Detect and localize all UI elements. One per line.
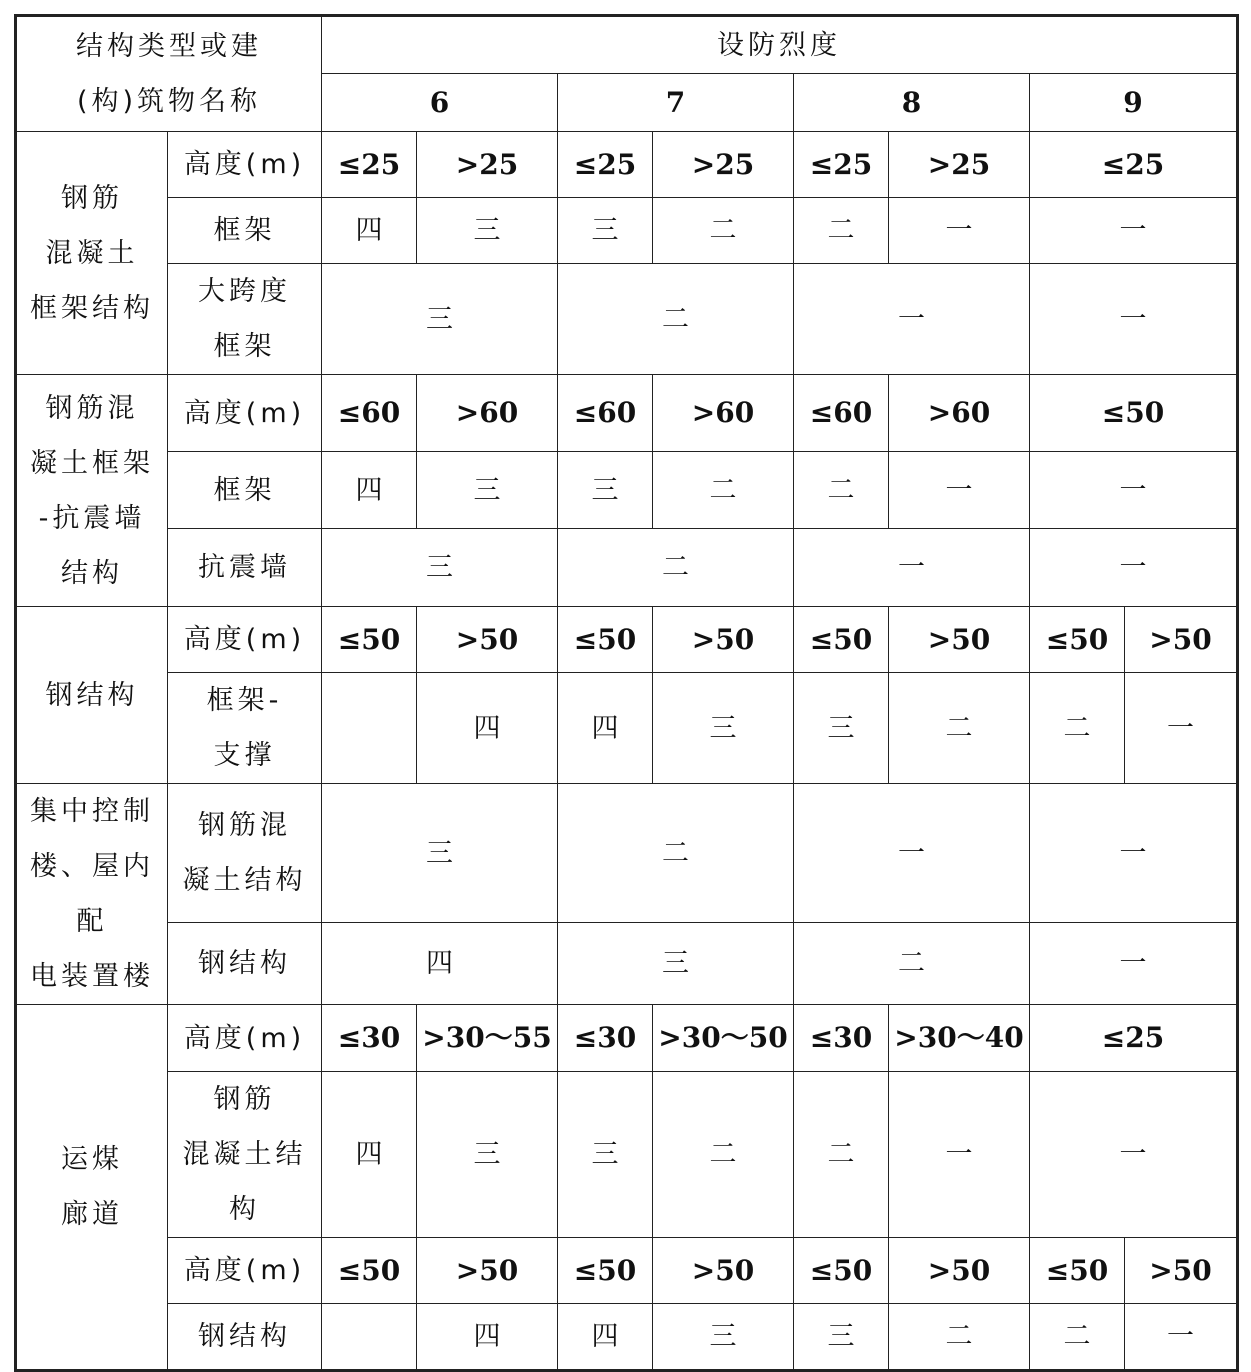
grade-cell: 一: [1030, 784, 1238, 923]
group-steel-structure: 钢结构: [16, 607, 168, 784]
intensity-6: 6: [322, 74, 558, 132]
grade-cell: [322, 673, 417, 784]
height-cell: >30～55: [417, 1005, 558, 1072]
grade-cell: 二: [794, 198, 889, 264]
header-intensity: 设防烈度: [322, 16, 1238, 74]
grade-cell: 三: [794, 673, 889, 784]
grade-cell: 三: [558, 1072, 653, 1238]
grade-cell: 四: [322, 452, 417, 529]
height-cell: >25: [889, 132, 1030, 198]
height-cell: ≤30: [558, 1005, 653, 1072]
grade-cell: 一: [1030, 923, 1238, 1005]
group-control-building: 集中控制 楼、屋内配 电装置楼: [16, 784, 168, 1005]
large-span-label: 大跨度 框架: [168, 264, 322, 375]
grade-cell: 一: [889, 452, 1030, 529]
height-cell: ≤50: [558, 607, 653, 673]
height-cell: >25: [653, 132, 794, 198]
height-cell: >60: [653, 375, 794, 452]
grade-cell: 三: [417, 452, 558, 529]
height-cell: ≤30: [322, 1005, 417, 1072]
grade-cell: 一: [1030, 264, 1238, 375]
height-cell: ≤25: [322, 132, 417, 198]
group-coal-gallery: 运煤 廊道: [16, 1005, 168, 1371]
grade-cell: 二: [653, 198, 794, 264]
height-label: 高度(m): [168, 375, 322, 452]
height-cell: >50: [653, 1238, 794, 1304]
grade-cell: 一: [1125, 1304, 1238, 1371]
height-cell: ≤25: [558, 132, 653, 198]
height-cell: ≤25: [1030, 1005, 1238, 1072]
height-cell: ≤50: [322, 1238, 417, 1304]
grade-cell: 四: [417, 1304, 558, 1371]
height-label: 高度(m): [168, 132, 322, 198]
frame-brace-label: 框架- 支撑: [168, 673, 322, 784]
grade-cell: 一: [1030, 452, 1238, 529]
grade-cell: 三: [417, 198, 558, 264]
header-structure-name: 结构类型或建 (构)筑物名称: [16, 16, 322, 132]
height-cell: ≤50: [322, 607, 417, 673]
grade-cell: 二: [889, 1304, 1030, 1371]
steel-structure-label: 钢结构: [168, 1304, 322, 1371]
grade-cell: 一: [1030, 1072, 1238, 1238]
grade-cell: 三: [322, 264, 558, 375]
grade-cell: 二: [558, 784, 794, 923]
grade-cell: 二: [558, 529, 794, 607]
height-cell: >60: [889, 375, 1030, 452]
grade-cell: 一: [794, 784, 1030, 923]
height-label: 高度(m): [168, 1238, 322, 1304]
grade-cell: 一: [1030, 198, 1238, 264]
height-cell: >50: [889, 607, 1030, 673]
seismic-grade-table: [14, 14, 1239, 1372]
height-cell: >60: [417, 375, 558, 452]
height-label: 高度(m): [168, 607, 322, 673]
height-cell: ≤50: [558, 1238, 653, 1304]
grade-cell: 四: [558, 1304, 653, 1371]
height-cell: ≤30: [794, 1005, 889, 1072]
grade-cell: 一: [1125, 673, 1238, 784]
grade-cell: 四: [322, 923, 558, 1005]
grade-cell: 四: [322, 1072, 417, 1238]
grade-cell: 二: [653, 1072, 794, 1238]
grade-cell: 一: [794, 529, 1030, 607]
grade-cell: 三: [558, 923, 794, 1005]
height-cell: >30～50: [653, 1005, 794, 1072]
group-rc-frame-shear-wall: 钢筋混 凝土框架 -抗震墙 结构: [16, 375, 168, 607]
grade-cell: 二: [558, 264, 794, 375]
height-cell: >50: [417, 607, 558, 673]
grade-cell: 一: [889, 198, 1030, 264]
height-cell: >50: [1125, 1238, 1238, 1304]
grade-cell: 一: [1030, 529, 1238, 607]
grade-cell: 一: [794, 264, 1030, 375]
height-cell: >25: [417, 132, 558, 198]
grade-cell: 一: [889, 1072, 1030, 1238]
rc-structure-label: 钢筋 混凝土结构: [168, 1072, 322, 1238]
height-cell: ≤60: [558, 375, 653, 452]
grade-cell: 三: [558, 452, 653, 529]
grade-cell: 二: [889, 673, 1030, 784]
grade-cell: 二: [794, 452, 889, 529]
intensity-8: 8: [794, 74, 1030, 132]
height-cell: ≤50: [794, 1238, 889, 1304]
height-cell: ≤50: [794, 607, 889, 673]
grade-cell: 四: [558, 673, 653, 784]
height-cell: ≤25: [1030, 132, 1238, 198]
height-cell: ≤50: [1030, 1238, 1125, 1304]
rc-structure-label: 钢筋混 凝土结构: [168, 784, 322, 923]
height-cell: >50: [653, 607, 794, 673]
grade-cell: 三: [322, 529, 558, 607]
height-cell: >50: [889, 1238, 1030, 1304]
grade-cell: 三: [653, 1304, 794, 1371]
grade-cell: 四: [322, 198, 417, 264]
grade-cell: 三: [417, 1072, 558, 1238]
height-cell: ≤60: [322, 375, 417, 452]
grade-cell: 三: [322, 784, 558, 923]
height-cell: ≤50: [1030, 607, 1125, 673]
height-label: 高度(m): [168, 1005, 322, 1072]
height-cell: >50: [417, 1238, 558, 1304]
height-cell: ≤60: [794, 375, 889, 452]
intensity-9: 9: [1030, 74, 1238, 132]
intensity-7: 7: [558, 74, 794, 132]
frame-label: 框架: [168, 452, 322, 529]
grade-cell: 二: [1030, 1304, 1125, 1371]
grade-cell: 二: [653, 452, 794, 529]
frame-label: 框架: [168, 198, 322, 264]
height-cell: ≤25: [794, 132, 889, 198]
grade-cell: [322, 1304, 417, 1371]
height-cell: ≤50: [1030, 375, 1238, 452]
grade-cell: 二: [1030, 673, 1125, 784]
height-cell: >50: [1125, 607, 1238, 673]
grade-cell: 二: [794, 1072, 889, 1238]
height-cell: >30～40: [889, 1005, 1030, 1072]
grade-cell: 三: [558, 198, 653, 264]
steel-structure-label: 钢结构: [168, 923, 322, 1005]
grade-cell: 三: [653, 673, 794, 784]
group-rc-frame: 钢筋 混凝土 框架结构: [16, 132, 168, 375]
grade-cell: 二: [794, 923, 1030, 1005]
shear-wall-label: 抗震墙: [168, 529, 322, 607]
grade-cell: 四: [417, 673, 558, 784]
grade-cell: 三: [794, 1304, 889, 1371]
